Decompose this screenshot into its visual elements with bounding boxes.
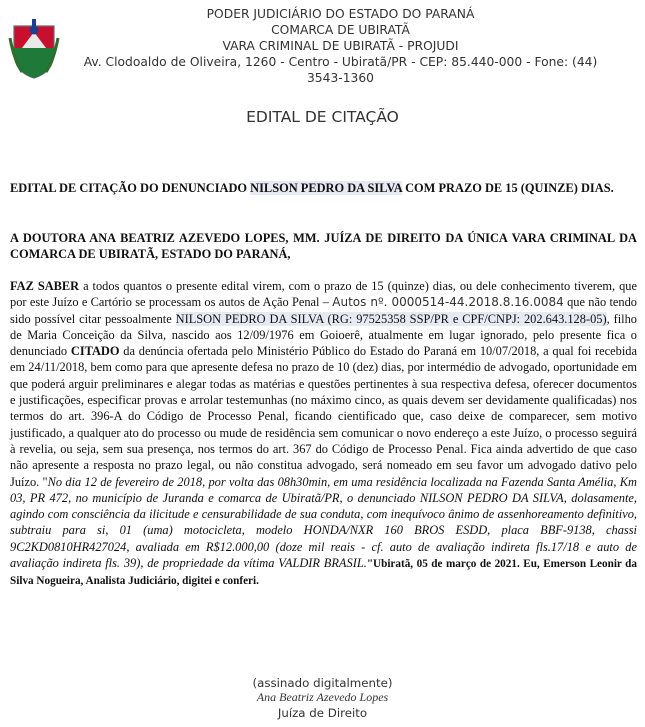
header-comarca: COMARCA DE UBIRATÃ	[271, 23, 410, 37]
header-address: Av. Clodoaldo de Oliveira, 1260 - Centro - Ubiratã/PR - CEP: 85.440-000 - Fone: (44)	[83, 55, 598, 69]
judge-title: Juíza de Direito	[277, 706, 368, 720]
heading-judge: A DOUTORA ANA BEATRIZ AZEVEDO LOPES, MM. JUÍZA DE DIREITO DA ÚNICA VARA CRIMINAL DA COMARCA DE UBIRATÃ, ESTADO DO PARANÁ,	[10, 231, 637, 262]
case-number: Autos nº. 0000514-44.2018.8.16.0084	[332, 295, 564, 310]
body-text-2: que não tendo sido possível citar pessoalmente	[10, 295, 637, 326]
header-phone: 3543-1360	[306, 71, 375, 85]
heading-defendant-name: NILSON PEDRO DA SILVA	[250, 181, 402, 195]
heading-edital-b: COM PRAZO DE 15 (QUINZE) DIAS.	[402, 181, 614, 195]
document-header	[0, 6, 645, 86]
header-vara: VARA CRIMINAL DE UBIRATÃ - PROJUDI	[222, 39, 459, 53]
body-text-1: a todos quantos o presente edital virem, com o prazo de 15 (quinze) dias, ou dele conhecimento tiverem, que por este Juízo e Cartório se processam os autos de Ação Penal –	[10, 279, 637, 310]
parana-coat-of-arms-icon	[8, 18, 60, 80]
page-title: EDITAL DE CITAÇÃO	[246, 108, 399, 126]
heading-edital-a: EDITAL DE CITAÇÃO DO DENUNCIADO	[10, 181, 251, 195]
closing-statement: "Ubiratã, 05 de março de 2021. Eu, Emerson Leonir da Silva Nogueira, Analista Judiciário, digitei e conferi.	[10, 558, 637, 588]
faz-saber: FAZ SABER	[10, 279, 80, 293]
defendant-identification: NILSON PEDRO DA SILVA (RG: 97525358 SSP/PR e CPF/CNPJ: 202.643.128-05)	[175, 311, 607, 326]
digital-signature-note: (assinado digitalmente)	[252, 676, 393, 690]
judge-name: Ana Beatriz Azevedo Lopes	[256, 690, 389, 704]
facts-description: No dia 12 de fevereiro de 2018, por volta das 08h30min, em uma residência localizada na Fazenda Santa Amélia, Km 03, PR 472, no município de Juranda e comarca de Ubiratã/PR, o denunciado NILSON PEDRO DA SILVA, dolasamente, agindo com consciência da ilicitude e censurabilidade de sua conduta, com inequívoco ânimo de assenhoreamento definitivo, subtraiu para si, 01 (uma) motocicleta, modelo HONDA/NXR 160 BROS ESDD, placa BBF-9138, chassi 9C2KD0810HR427024, avaliada em R$12.000,00 (doze mil reais - cf. auto de avaliação indireta fls.17/18 e auto de avaliação indireta fls. 39), de propriedade da vítima VALDIR BRASIL.	[10, 474, 637, 571]
body-text-3: , filho de Maria Conceição da Silva, nascido aos 12/09/1976 em Goioerê, atualmente em lugar ignorado, pelo presente fica o denunciado	[10, 311, 637, 359]
citado-label: CITADO	[70, 344, 120, 359]
header-court-name: PODER JUDICIÁRIO DO ESTADO DO PARANÁ	[206, 7, 475, 21]
edital-body	[10, 278, 637, 590]
heading-edital	[10, 180, 637, 196]
body-text-4: da denúncia ofertada pelo Ministério Público do Estado do Paraná em 10/07/2018, a qual foi recebida em 24/11/2018, bem como para que apresente defesa no prazo de 10 (dez) dias, por intermédio de advogado, oportunidade em que poderá arguir preliminares e alegar todas as matérias e questões pertinentes à sua respectiva defesa, oferecer documentos e justificações, especificar provas e arrolar testemunhas (no máximo cinco, as quais devem ser devidamente qualificadas) nos termos do art. 396-A do Código de Processo Penal, ficando cientificado que, caso deixe de comparecer, sem motivo justificado, a qualquer ato do processo ou mude de residência sem comunicar o novo endereço a este Juízo, o processo seguirá à revelia, ou seja, sem sua presença, nos termos do art. 367 do Código de Processo Penal. Fica ainda advertido de que caso não apresente a resposta no prazo legal, ou não constitua advogado, será nomeado em seu favor um advogado dativo pelo Juízo. "	[10, 344, 637, 489]
